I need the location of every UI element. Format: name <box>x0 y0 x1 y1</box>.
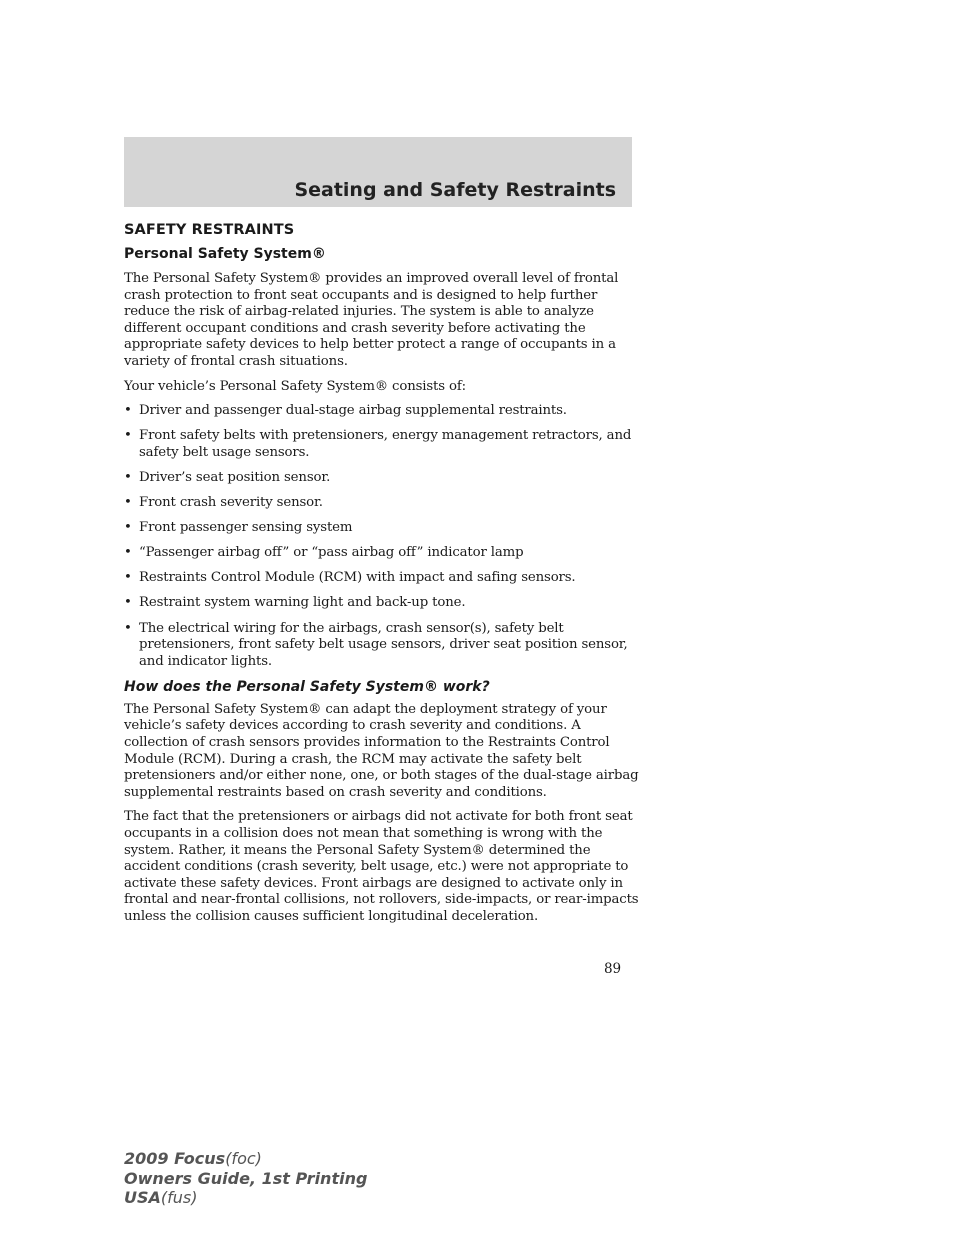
bullet-icon: • <box>124 520 132 536</box>
heading-safety-restraints: SAFETY RESTRAINTS <box>124 222 295 238</box>
list-item <box>124 570 639 587</box>
page-content <box>124 222 639 934</box>
footer-market-code: (fus) <box>160 1188 198 1207</box>
bullet-icon: • <box>124 570 132 586</box>
footer-printing: Owners Guide, 1st Printing <box>124 1168 368 1188</box>
footer-model: 2009 Focus <box>124 1149 226 1168</box>
bullet-icon: • <box>124 403 132 419</box>
section-title: Seating and Safety Restraints <box>294 179 616 201</box>
list-item <box>124 621 639 671</box>
bullet-icon: • <box>124 545 132 561</box>
list-item <box>124 470 639 487</box>
list-item-text: Driver’s seat position sensor. <box>139 469 331 485</box>
bullet-icon: • <box>124 469 132 485</box>
list-item-text: The electrical wiring for the airbags, crash sensor(s), safety belt pretensioners, front safety belt usage sensors, driver seat position sensor, and indicator lights. <box>139 620 628 669</box>
heading-personal-safety-system: Personal Safety System® <box>124 246 326 262</box>
list-item <box>124 495 639 512</box>
how-paragraph-1: The Personal Safety System® can adapt the deployment strategy of your vehicle’s safety devices according to crash severity and conditions. A collection of crash sensors provides information to the Restraints Control Module (RCM). During a crash, the RCM may activate the safety belt pretensioners and/or either none, one, or both stages of the dual-stage airbag supplemental restraints based on crash severity and conditions. <box>124 701 639 800</box>
section-header-band <box>124 137 632 207</box>
intro-paragraph: The Personal Safety System® provides an improved overall level of frontal crash protection to front seat occupants and is designed to help further reduce the risk of airbag-related injuries. The system is able to analyze different occupant conditions and crash severity before activating the appropriate safety devices to help better protect a range of occupants in a variety of frontal crash situations. <box>124 271 619 369</box>
heading-how-it-works: How does the Personal Safety System® work? <box>124 678 490 695</box>
bullet-icon: • <box>124 428 132 444</box>
print-footer <box>124 1149 367 1208</box>
list-item <box>124 520 639 537</box>
list-item-text: Restraints Control Module (RCM) with impact and safing sensors. <box>139 570 576 586</box>
list-item-text: Restraint system warning light and back-up tone. <box>139 595 466 611</box>
list-item <box>124 428 639 461</box>
bullet-icon: • <box>124 595 132 611</box>
bullet-icon: • <box>124 495 132 511</box>
list-item-text: “Passenger airbag off” or “pass airbag off” indicator lamp <box>139 545 524 561</box>
page-number: 89 <box>604 961 621 977</box>
list-item-text: Front crash severity sensor. <box>139 495 323 511</box>
footer-line-market <box>124 1188 367 1208</box>
how-paragraph-2: The fact that the pretensioners or airbags did not activate for both front seat occupants in a collision does not mean that something is wrong with the system. Rather, it means the Personal Safety System® determined the accident conditions (crash severity, belt usage, etc.) were not appropriate to activate these safety devices. Front airbags are designed to activate only in frontal and near-frontal collisions, not rollovers, side-impacts, or rear-impacts unless the collision causes sufficient longitudinal deceleration. <box>124 809 639 924</box>
list-item-text: Driver and passenger dual-stage airbag supplemental restraints. <box>139 403 567 419</box>
footer-line-model <box>124 1149 367 1169</box>
consists-of-paragraph: Your vehicle’s Personal Safety System® consists of: <box>124 378 466 394</box>
components-list <box>124 403 639 670</box>
list-item-text: Front safety belts with pretensioners, energy management retractors, and safety belt usage sensors. <box>139 428 632 460</box>
footer-model-code: (foc) <box>225 1149 262 1168</box>
list-item <box>124 545 639 562</box>
list-item-text: Front passenger sensing system <box>139 520 353 536</box>
footer-market: USA <box>124 1188 161 1207</box>
bullet-icon: • <box>124 620 132 636</box>
list-item <box>124 403 639 420</box>
list-item <box>124 595 639 612</box>
